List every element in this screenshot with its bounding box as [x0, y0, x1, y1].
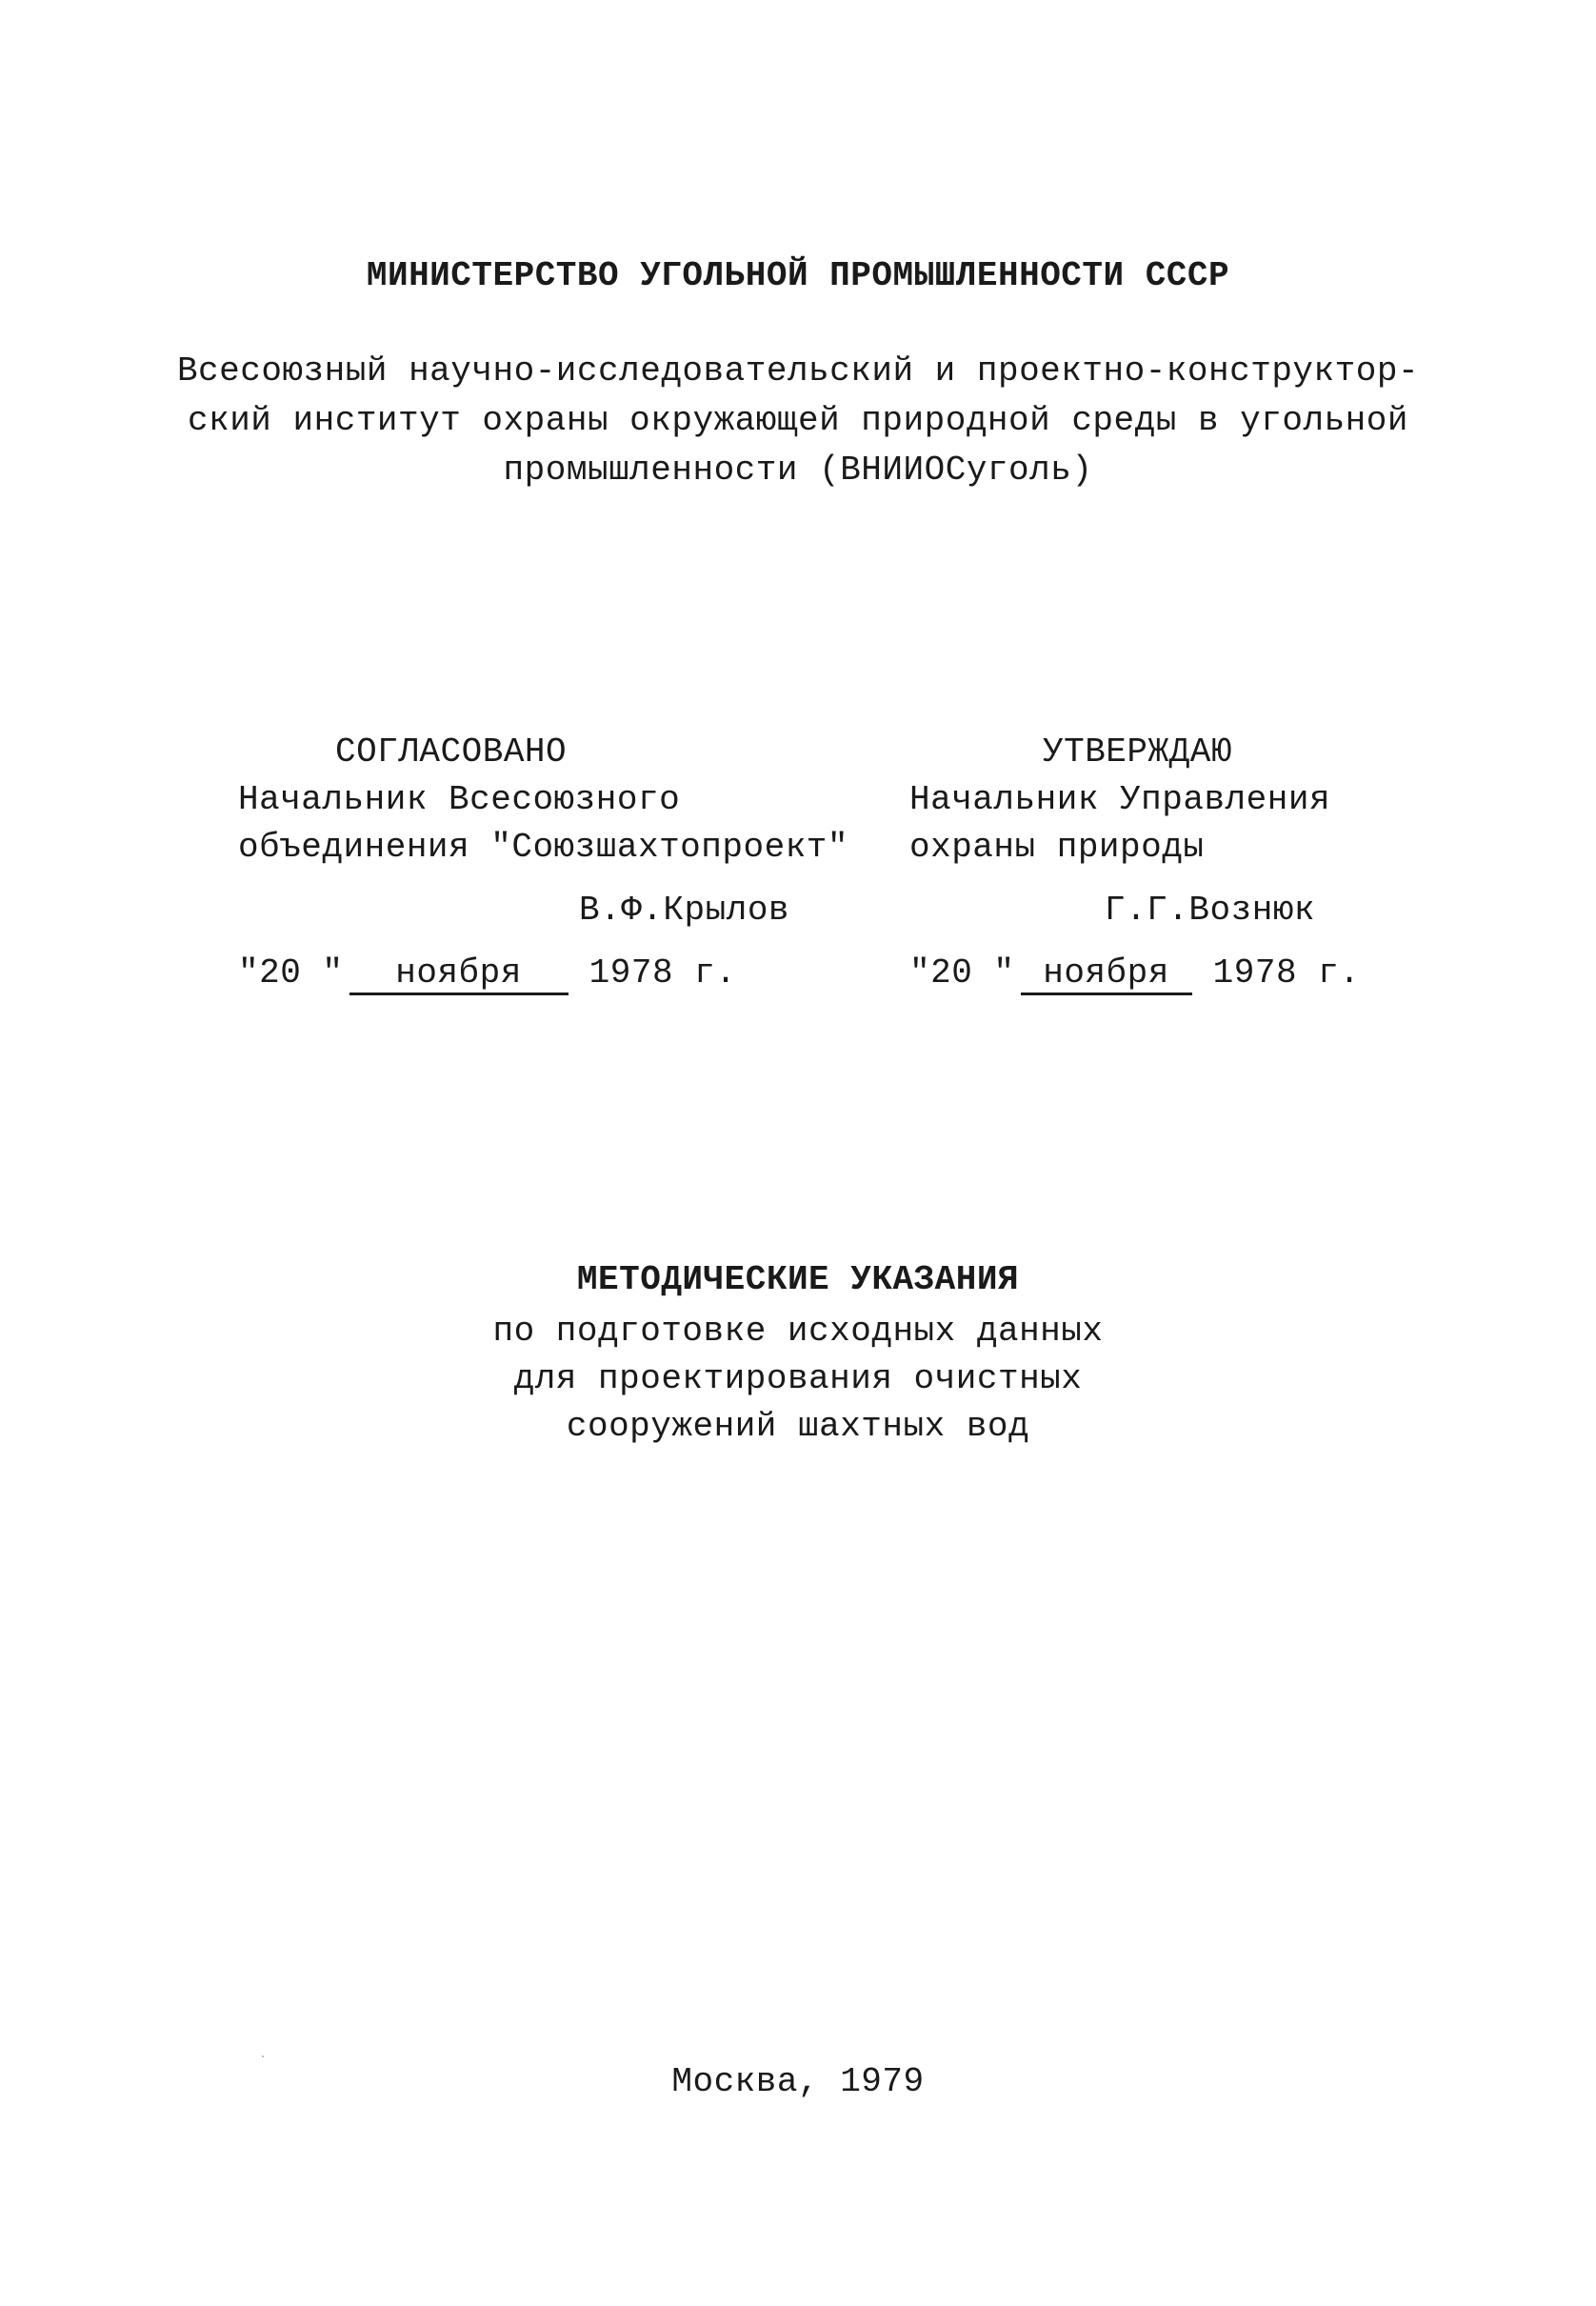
subtitle-line-2: для проектирования очистных: [513, 1359, 1083, 1398]
scan-speck: [262, 2055, 264, 2057]
agreed-heading: СОГЛАСОВАНО: [335, 732, 568, 772]
institute-line-2: ский институт охраны окружающей природной среды в угольной: [187, 401, 1408, 440]
agreed-date-day: "20 ": [238, 953, 344, 993]
agreed-date-year: 1978 г.: [589, 953, 737, 993]
approved-date-month: ноября: [1021, 956, 1192, 995]
agreed-signatory: В.Ф.Крылов: [579, 891, 790, 930]
place-and-year: Москва, 1979: [671, 2062, 925, 2101]
agreed-date-month: ноября: [349, 956, 569, 995]
approved-heading: УТВЕРЖДАЮ: [1043, 732, 1232, 772]
agreed-position-line-2: объединения "Союзшахтопроект": [238, 828, 849, 867]
approved-date: [909, 953, 1361, 995]
approved-position-line-1: Начальник Управления: [909, 780, 1331, 819]
ministry-name: МИНИСТЕРСТВО УГОЛЬНОЙ ПРОМЫШЛЕННОСТИ СССР: [366, 256, 1230, 295]
agreed-date: [238, 953, 737, 995]
approved-position-line-2: охраны природы: [909, 828, 1205, 867]
subtitle-line-1: по подготовке исходных данных: [492, 1312, 1104, 1351]
subtitle-line-3: сооружений шахтных вод: [566, 1407, 1030, 1446]
approved-date-day: "20 ": [909, 953, 1015, 993]
document-title: МЕТОДИЧЕСКИЕ УКАЗАНИЯ: [576, 1260, 1020, 1299]
institute-line-3: промышленности (ВНИИОСуголь): [503, 451, 1093, 490]
approved-date-year: 1978 г.: [1212, 953, 1361, 993]
institute-line-1: Всесоюзный научно-исследовательский и проектно-конструктор-: [176, 351, 1420, 391]
agreed-position-line-1: Начальник Всесоюзного: [238, 780, 681, 819]
approved-signatory: Г.Г.Вознюк: [1105, 891, 1316, 930]
